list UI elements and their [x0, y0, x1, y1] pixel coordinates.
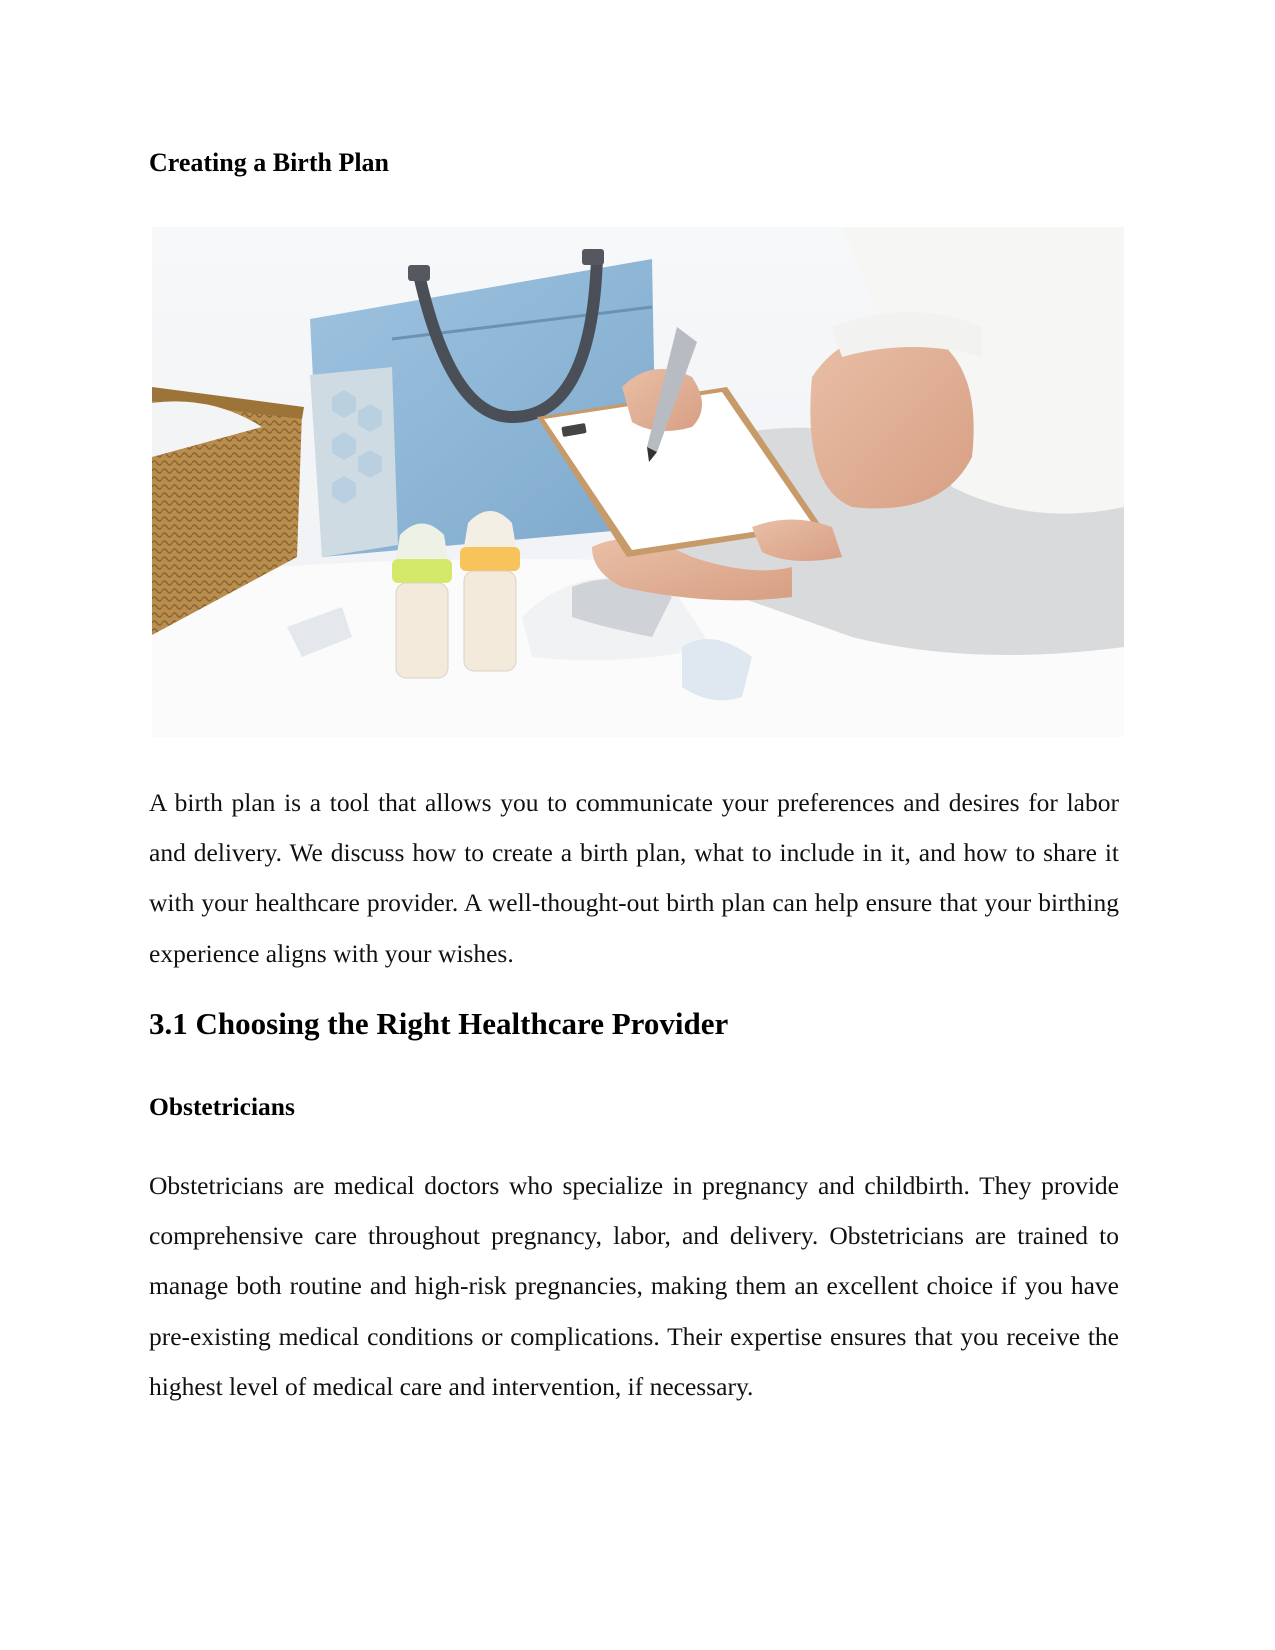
page-title: Creating a Birth Plan — [149, 148, 390, 177]
intro-paragraph: A birth plan is a tool that allows you to communicate your preferences and desires for labor and delivery. We discuss how to create a birth plan, what to include in it, and how to share it with your healthcare provider. A well-thought-out birth plan can help ensure that your birthing experience aligns with your wishes. — [149, 788, 1119, 968]
birth-plan-photo — [152, 227, 1124, 737]
subsection-paragraph: Obstetricians are medical doctors who specialize in pregnancy and childbirth. They provide comprehensive care throughout pregnancy, labor, and delivery. Obstetricians are trained to manage both routine and high-risk pregnancies, making them an excellent choice if you have pre-existing medical conditions or complications. Their expertise ensures that you receive the highest level of medical care and intervention, if necessary. — [149, 1171, 1119, 1401]
subsection-heading: Obstetricians — [149, 1092, 295, 1121]
section-heading: 3.1 Choosing the Right Healthcare Provider — [149, 1006, 729, 1041]
